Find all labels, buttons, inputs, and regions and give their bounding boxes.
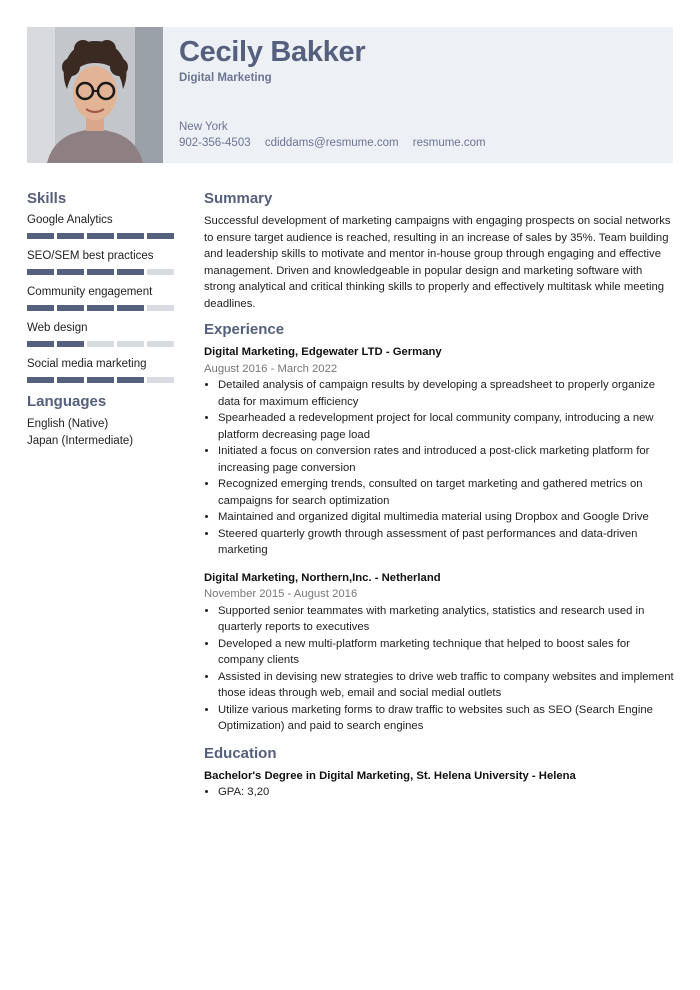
skill-item [27, 357, 175, 383]
bullet-item: • Assisted in devising new strategies to drive web traffic to company websites and implement those ideas through web, email and social medial outlets [218, 669, 674, 702]
bullet-item: • Spearheaded a redevelopment project for local community company, introducing a new platform decreasing page load [218, 410, 674, 443]
skill-level-segment-filled [57, 341, 84, 347]
degree-heading: Bachelor's Degree in Digital Marketing, St. Helena University - Helena [204, 769, 576, 782]
skill-level-segment-empty [147, 341, 174, 347]
education-bullets [204, 784, 674, 801]
website: resmume.com [412, 137, 486, 149]
skill-item [27, 285, 175, 311]
job-dates: November 2015 - August 2016 [204, 588, 358, 600]
job-entry [204, 570, 674, 735]
skill-level-segment-filled [27, 305, 54, 311]
skills-title: Skills [27, 190, 67, 207]
education-title: Education [204, 744, 277, 762]
skill-level-segment-filled [117, 233, 144, 239]
email: cdiddams@resmume.com [264, 137, 399, 149]
skill-level-segment-filled [117, 305, 144, 311]
skill-level-segment-filled [27, 269, 54, 275]
job-heading: Digital Marketing, Northern,Inc. - Netherland [204, 571, 441, 584]
skill-level-bar [27, 269, 175, 275]
portrait-illustration [27, 27, 163, 163]
skill-level-bar [27, 341, 175, 347]
sidebar [27, 190, 175, 449]
skills-list [27, 213, 175, 383]
skill-level-segment-empty [147, 305, 174, 311]
skill-level-segment-filled [57, 305, 84, 311]
skill-level-segment-filled [57, 233, 84, 239]
job-bullets [204, 377, 674, 559]
skill-level-segment-empty [147, 377, 174, 383]
skill-name: Community engagement [27, 286, 153, 298]
skill-level-segment-filled [27, 377, 54, 383]
skill-level-segment-filled [87, 377, 114, 383]
contact-line [179, 137, 497, 149]
job-heading: Digital Marketing, Edgewater LTD - Germany [204, 346, 442, 358]
bullet-item: • Developed a new multi-platform marketing technique that helped to boost sales for company clients [218, 636, 674, 669]
skill-item [27, 321, 175, 347]
bullet-item: • GPA: 3,20 [218, 784, 674, 801]
skill-level-segment-empty [147, 269, 174, 275]
skill-name: Social media marketing [27, 358, 147, 370]
bullet-item: • Steered quarterly growth through assessment of past performances and data-driven marketing [218, 526, 674, 559]
skill-level-bar [27, 233, 175, 239]
bullet-item: • Detailed analysis of campaign results by developing a spreadsheet to properly organize data for maximum efficiency [218, 377, 674, 410]
language-item: English (Native) [27, 418, 109, 430]
skill-level-segment-filled [57, 377, 84, 383]
skill-level-segment-filled [87, 305, 114, 311]
skill-item [27, 213, 175, 239]
skill-level-segment-filled [117, 377, 144, 383]
skill-name: SEO/SEM best practices [27, 250, 154, 262]
job-entry [204, 344, 674, 559]
skill-level-segment-filled [27, 233, 54, 239]
experience-title: Experience [204, 321, 285, 338]
skill-level-segment-filled [117, 269, 144, 275]
skill-level-segment-empty [117, 341, 144, 347]
candidate-name: Cecily Bakker [179, 36, 366, 68]
candidate-title: Digital Marketing [179, 72, 272, 84]
languages-title: Languages [27, 393, 107, 410]
summary-title: Summary [204, 190, 273, 207]
bullet-item: • Supported senior teammates with marketing analytics, statistics and research used in quarterly reports to executives [218, 603, 674, 636]
job-bullets [204, 603, 674, 735]
skill-level-segment-filled [27, 341, 54, 347]
language-item: Japan (Intermediate) [27, 434, 134, 447]
bullet-item: • Recognized emerging trends, consulted on target marketing and gathered metrics on campaigns for search optimization [218, 476, 674, 509]
skill-level-bar [27, 305, 175, 311]
bullet-item: • Maintained and organized digital multimedia material using Dropbox and Google Drive [218, 509, 674, 526]
job-dates: August 2016 - March 2022 [204, 362, 338, 375]
profile-photo [27, 27, 163, 163]
location: New York [179, 121, 228, 133]
skill-name: Google Analytics [27, 214, 113, 226]
skill-level-segment-filled [87, 269, 114, 275]
skill-level-segment-empty [87, 341, 114, 347]
bullet-item: • Utilize various marketing forms to draw traffic to websites such as SEO (Search Engine Optimization) and paid to search engines [218, 702, 674, 735]
main-content [204, 190, 674, 801]
skill-item [27, 249, 175, 275]
skill-level-bar [27, 377, 175, 383]
skill-level-segment-filled [87, 233, 114, 239]
skill-name: Web design [27, 322, 88, 334]
phone: 902-356-4503 [179, 137, 251, 149]
resume-header [27, 27, 673, 163]
summary-text: Successful development of marketing campaigns with engaging prospects on social networks to ensure target audience is reached, resulting in an increase of sales by 35%. Team building and leadership skills to motivate and mentor in-house group through engaging and effective management. Driven and knowledgeable in popular design and marketing software with strong analytical and critical thinking skills to properly and effectively multitask while meeting deadlines. [204, 215, 671, 310]
skill-level-segment-filled [147, 233, 174, 239]
bullet-item: • Initiated a focus on conversion rates and introduced a post-click marketing platform for increasing page conversion [218, 443, 674, 476]
skill-level-segment-filled [57, 269, 84, 275]
